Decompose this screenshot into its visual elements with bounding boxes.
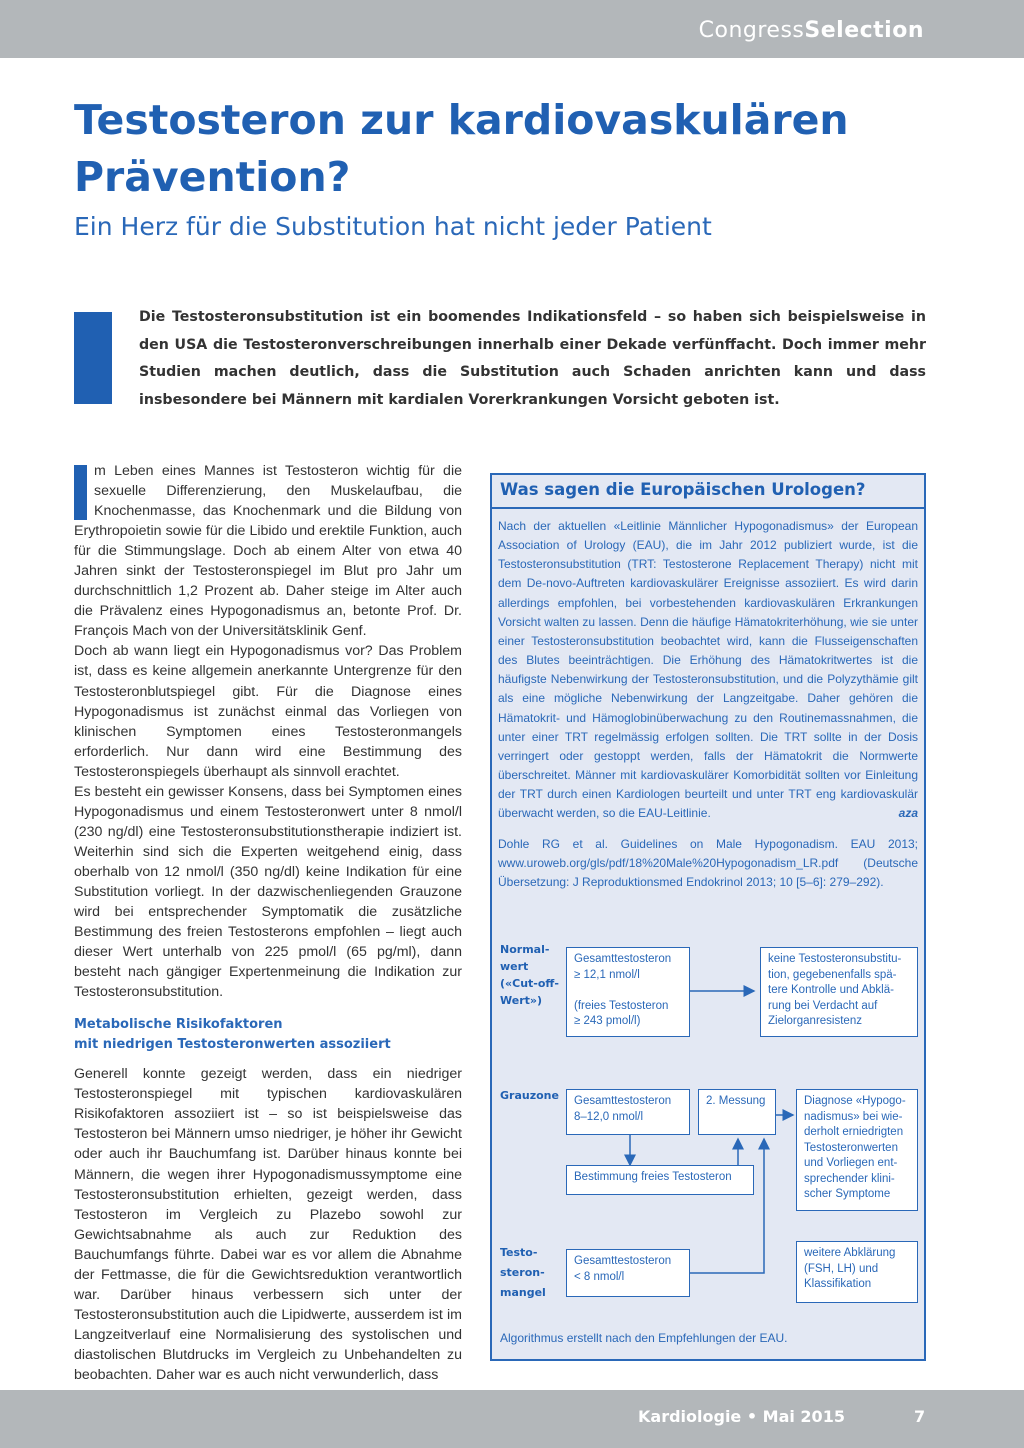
body-paragraph-1 (74, 461, 462, 641)
brand-bold: Selection (804, 18, 924, 43)
lead-accent-bar (74, 312, 112, 404)
author-signature: aza (898, 806, 918, 821)
section-heading-line-2: mit niedrigen Testosteronwerten assoziiert (74, 1037, 391, 1053)
flow-box-freies-testosteron: Bestimmung freies Testosteron (566, 1165, 754, 1195)
page-title: Testosteron zur kardiovaskulären Prävention? (74, 96, 849, 201)
body-paragraph-3: Es besteht ein gewisser Konsens, dass bei Symptomen eines Hypogonadismus und einem Testosteronwert unter 8 nmol/l (230 ng/dl) eine Testosteronsubstitutionstherapie indiziert ist. Weiterhin sind sich die Experten weitgehend einig, dass oberhalb von 12 nmol/l (350 ng/dl) keine Indikation für eine Substitution vorliegt. In der dazwischenliegenden Grauzone wird bei entsprechender Symptomatik die zusätzliche Bestimmung des freien Testosterons empfohlen – liegt auch dieser Wert unterhalb von 225 pmol/l (65 pg/ml), dann besteht nach gängiger Expertenmeinung die Indikation zur Testosteronsubstitution. (74, 783, 462, 1001)
info-box-paragraph (498, 517, 918, 824)
footer-bar (0, 1390, 1024, 1448)
flow-label-mangel: Testo- steron- mangel (500, 1246, 546, 1299)
flow-box-mangel: Gesamttestosteron < 8 nmol/l (566, 1249, 690, 1297)
info-box-text: Nach der aktuellen «Leitlinie Männlicher Hypogonadismus» der European Association of Urology (EAU), die im Jahr 2012 publiziert wurde, ist die Testosteronsubstitution (TRT: Testosterone Replacement Therapy) nicht mit dem De-novo-Auftreten kardiovaskulärer Ereignisse assoziiert. Es wird darin allerdings empfohlen, bei vorbestehenden kardiovaskulären Erkrankungen Vorsicht walten zu lassen. Denn die häufige Hämatokriterhöhung, wie sie unter einer Testosteronsubstitution beobachtet wird, kann die Flusseigenschaften des Blutes beeinträchtigen. Die Erhöhung des Hämatokritwertes ist die häufigste Nebenwirkung der Testosteronsubstitution, und die Polyzythämie gilt als eine mögliche Nebenwirkung der Langzeitgabe. Daher gehören die Hämatokrit- und Hämoglobinüberwachung zu den Routinemassnahmen, die unter einer TRT regelmässig erfolgen sollten. Die TRT sollte in der Dosis verringert oder gestoppt werden, falls der Hämatokrit die Normwerte überschreitet. Männer mit kardiovaskulärer Komorbidität sollten vor Einleitung der TRT durch einen Kardiologen beurteilt und unter TRT eng kardiovaskulär überwacht werden, so die EAU-Leitlinie. (498, 519, 918, 821)
info-box-divider (492, 507, 924, 509)
body-paragraph-4: Generell konnte gezeigt werden, dass ein niedriger Testosteronspiegel mit typischen kardiovaskulären Risikofaktoren assoziiert ist – so ist beispielsweise das Testosteron bei Männern umso niedriger, je höher ihr Gewicht oder auch ihr Bauchumfang ist. Darüber hinaus konnte bei Männern, die wegen ihrer Hypogonadismussymptome eine Testosteronsubstitution erhielten, gezeigt werden, dass Testosteron im Vergleich zu Plazebo sowohl zur Gewichtsabnahme als auch zur Reduktion des Bauchumfangs führte. Dabei war es vor allem die Abnahme der Fettmasse, die für die Gewichtsreduktion verantwortlich war. Darüber hinaus verbessern sich unter der Testosteronsubstitution auch die Lipidwerte, ausserdem ist im Langzeitverlauf eine Normalisierung des systolischen und diastolischen Blutdrucks im Vergleich zu Unbehandelten zu beobachten. Daher war es auch nicht verwunderlich, dass (74, 1066, 462, 1383)
reference-text: Dohle RG et al. Guidelines on Male Hypogonadism. EAU 2013; www.uroweb.org/gls/pdf/18%20Male%20Hypogonadism_LR.pdf (Deutsche Übersetzung: J Reproduktionsmed Endokrinol 2013; 10 [5–6]: 279–292). (498, 836, 918, 889)
section-heading (74, 1015, 462, 1055)
flow-box-normal-result: keine Testosteronsubstitu- tion, gegebenenfalls spä- tere Kontrolle und Abklä- rung bei Verdacht auf Zielorganresistenz (760, 947, 918, 1037)
flowchart-caption: Algorithmus erstellt nach den Empfehlungen der EAU. (500, 1331, 788, 1345)
arrow-mangel-to-diagnose (690, 1139, 764, 1273)
dropcap (74, 465, 87, 520)
header-bar (0, 0, 1024, 58)
body-paragraph-1-text: m Leben eines Mannes ist Testosteron wichtig für die sexuelle Differenzierung, den Muskelaufbau, die Knochenmasse, das Knochenmark und die Bildung von Erythropoietin sowie für die Libido und erektile Funktion, auch für die Stimmungslage. Doch ab einem Alter von etwa 40 Jahren sinkt der Testosteronspiegel im Blut pro Jahr um durchschnittlich 1,2 Prozent ab. Daher steige im Alter auch die Prävalenz eines Hypogonadismus an, betonte Prof. Dr. François Mach von der Universitätsklinik Genf. (74, 463, 462, 640)
journal-issue: Kardiologie • Mai 2015 (638, 1407, 845, 1426)
flow-box-diagnose: Diagnose «Hypogo- nadismus» bei wie- derholt erniedrigten Testosteronwerten und Vorliegen ent- sprechender klini- scher Symptome (796, 1089, 918, 1211)
body-paragraph-2: Doch ab wann liegt ein Hypogonadismus vor? Das Problem ist, dass es keine allgemein anerkannte Untergrenze für den Testosteronblutspiegel gibt. Für die Diagnose eines Hypogonadismus ist zunächst einmal das Vorliegen von klinischen Symptomen eines Testosteronmangels erforderlich. Nur dann wird eine Bestimmung des Testosteronspiegels überhaupt als sinnvoll erachtet. (74, 643, 462, 780)
flow-box-grauzone: Gesamttestosteron 8–12,0 nmol/l (566, 1089, 690, 1135)
info-box (490, 473, 926, 1361)
page-subtitle: Ein Herz für die Substitution hat nicht jeder Patient (74, 212, 712, 241)
info-box-body (498, 517, 918, 892)
flow-label-normal: Normal- wert («Cut-off- Wert») (500, 943, 559, 1007)
section-heading-line-1: Metabolische Risikofaktoren (74, 1017, 283, 1033)
brand-logo (699, 18, 924, 43)
flow-label-grauzone: Grauzone (500, 1089, 559, 1102)
brand-light: Congress (698, 18, 805, 43)
body-column (74, 461, 462, 1385)
lead-paragraph: Die Testosteronsubstitution ist ein boomendes Indikationsfeld – so haben sich beispielsweise in den USA die Testosteronverschreibungen innerhalb einer Dekade verfünffacht. Doch immer mehr Studien machen deutlich, dass die Substitution auch Schaden anrichten kann und dass insbesondere bei Männern mit kardialen Vorerkrankungen Vorsicht geboten ist. (139, 309, 926, 408)
info-box-title: Was sagen die Europäischen Urologen? (500, 480, 866, 499)
page-number: 7 (914, 1407, 926, 1426)
flow-box-mangel-result: weitere Abklärung (FSH, LH) und Klassifikation (796, 1241, 918, 1303)
flow-box-messung: 2. Messung (698, 1089, 776, 1135)
flow-box-normal: Gesamttestosteron ≥ 12,1 nmol/l (freies Testosteron ≥ 243 pmol/l) (566, 947, 690, 1037)
